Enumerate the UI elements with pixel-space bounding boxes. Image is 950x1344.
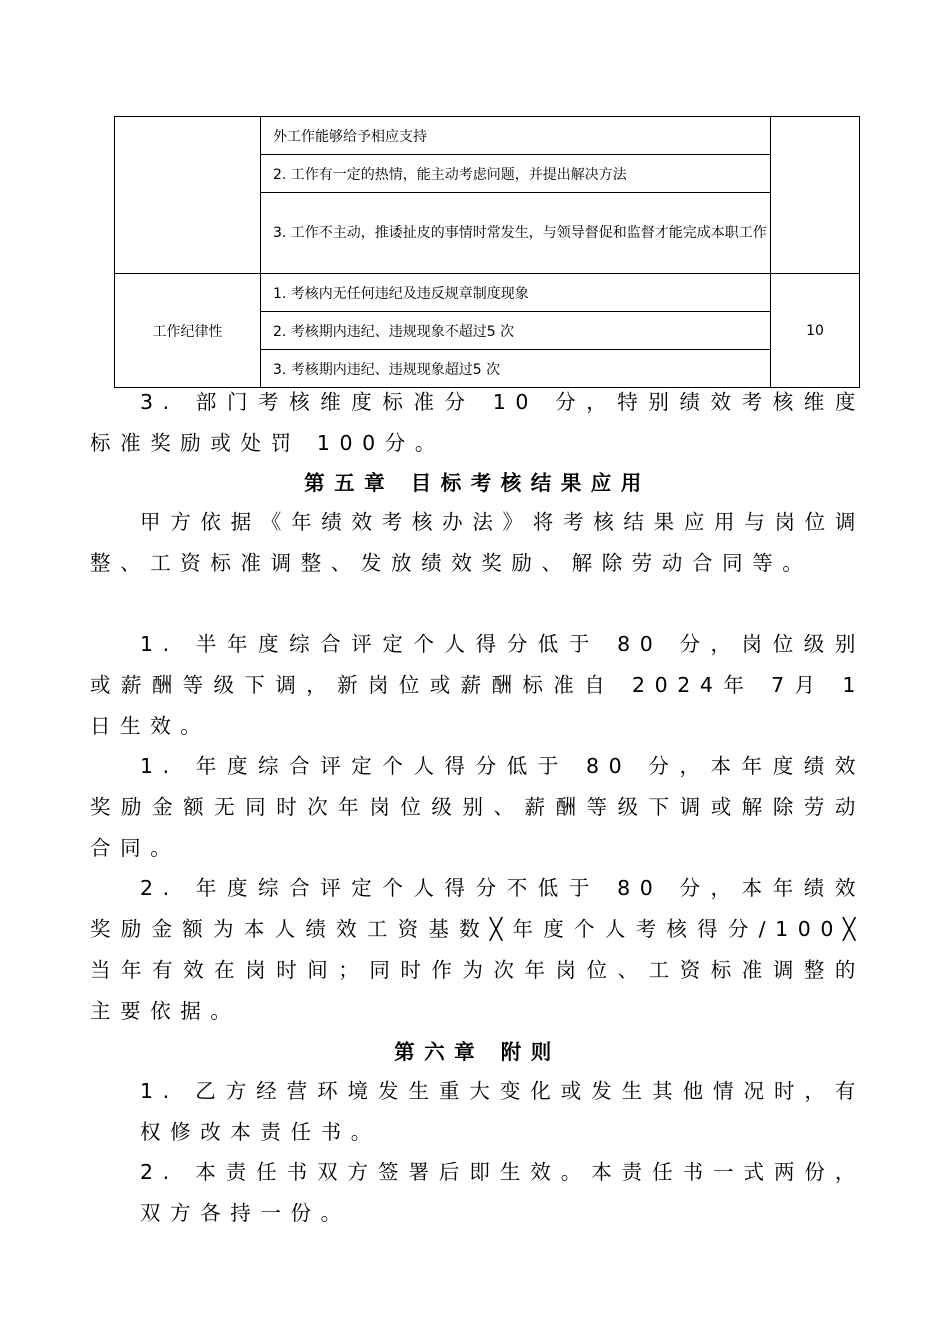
paragraph-half-year: 1. 半年度综合评定个人得分低于 80 分，岗位级别或薪酬等级下调，新岗位或薪酬标准自 2024年 7月 1日生效。 — [90, 632, 865, 738]
paragraph-year-low: 1. 年度综合评定个人得分低于 80 分，本年度绩效奖励金额无同时次年岗位级别、薪酬等级下调或解除劳动合同。 — [90, 754, 865, 860]
criteria-cell — [261, 155, 771, 193]
paragraph-dept-score: 3. 部门考核维度标准分 10 分，特别绩效考核维度标准奖励或处罚 100分。 — [90, 390, 865, 455]
criteria-text: 1. 考核内无任何违纪及违反规章制度现象 — [273, 285, 529, 302]
criteria-text: 3. 工作不主动，推诿扯皮的事情时常发生，与领导督促和监督才能完成本职工作 — [273, 225, 767, 241]
assessment-table — [114, 116, 860, 388]
criteria-text: 3. 考核期内违纪、违规现象超过5 次 — [273, 361, 501, 378]
score-cell: 10 — [771, 274, 860, 388]
score-cell — [771, 117, 860, 274]
criteria-cell — [261, 312, 771, 350]
table-row — [115, 117, 860, 155]
chapter-6-title: 第六章 附则 — [394, 1040, 561, 1064]
category-cell: 工作纪律性 — [115, 274, 261, 388]
criteria-cell — [261, 193, 771, 274]
paragraph-appendix-2: 2. 本责任书双方签署后即生效。本责任书一式两份，双方各持一份。 — [140, 1160, 865, 1225]
category-cell — [115, 117, 261, 274]
paragraph-appendix-1: 1. 乙方经营环境发生重大变化或发生其他情况时，有权修改本责任书。 — [140, 1079, 865, 1144]
paragraph-year-ok: 2. 年度综合评定个人得分不低于 80 分，本年绩效奖励金额为本人绩效工资基数╳年度个人考核得分/100╳当年有效在岗时间；同时作为次年岗位、工资标准调整的主要依据。 — [90, 876, 865, 1023]
chapter-5-title: 第五章 目标考核结果应用 — [304, 471, 651, 495]
criteria-cell — [261, 274, 771, 312]
criteria-text: 外工作能够给予相应支持 — [273, 128, 427, 145]
criteria-cell — [261, 117, 771, 155]
paragraph-intro: 甲方依据《年绩效考核办法》将考核结果应用与岗位调整、工资标准调整、发放绩效奖励、解除劳动合同等。 — [90, 510, 865, 575]
table-row — [115, 274, 860, 312]
criteria-text: 2. 考核期内违纪、违规现象不超过5 次 — [273, 323, 515, 340]
criteria-text: 2. 工作有一定的热情，能主动考虑问题，并提出解决方法 — [273, 166, 627, 183]
